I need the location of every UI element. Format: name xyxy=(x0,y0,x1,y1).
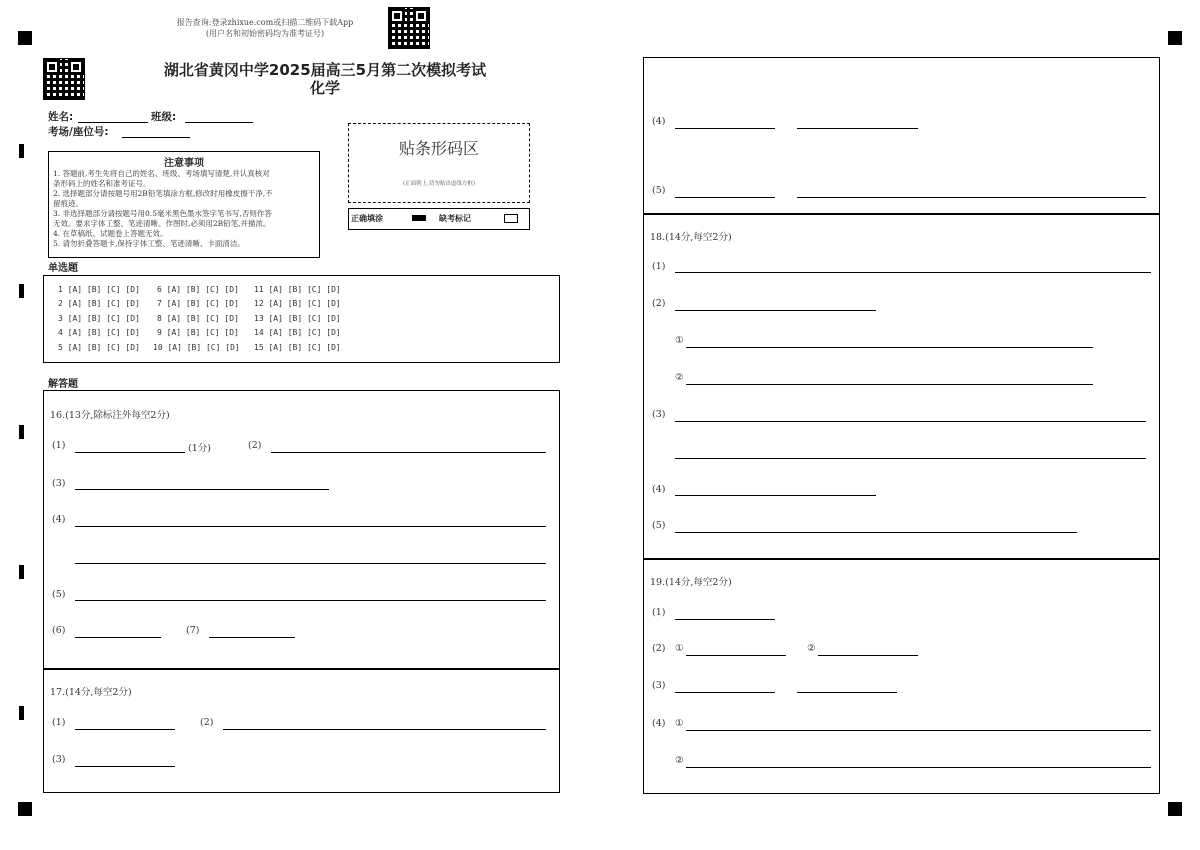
name-label: 姓名: xyxy=(48,111,74,123)
corner-mark-tr xyxy=(1168,31,1182,45)
mcq-item-8[interactable]: 8 [A] [B] [C] [D] xyxy=(157,314,239,323)
q16-answer-4b[interactable] xyxy=(75,563,546,564)
q18-part-2: (2) xyxy=(652,298,666,309)
q19-part-1: (1) xyxy=(652,607,666,618)
q18-part-5: (5) xyxy=(652,520,666,531)
q19-answer-1[interactable] xyxy=(675,619,775,620)
mcq-item-2[interactable]: 2 [A] [B] [C] [D] xyxy=(58,299,140,308)
mcq-item-11[interactable]: 11 [A] [B] [C] [D] xyxy=(254,285,341,294)
q17-part-5: (5) xyxy=(652,185,666,196)
q19-part-3: (3) xyxy=(652,680,666,691)
q18-answer-3a[interactable] xyxy=(675,421,1146,422)
side-tick xyxy=(19,565,24,579)
side-tick xyxy=(19,284,24,298)
mcq-item-1[interactable]: 1 [A] [B] [C] [D] xyxy=(58,285,140,294)
q18-answer-4[interactable] xyxy=(675,495,876,496)
q16-part-2: (2) xyxy=(248,440,262,451)
q16-answer-1[interactable] xyxy=(75,452,185,453)
q16-answer-4a[interactable] xyxy=(75,526,546,527)
q16-box xyxy=(43,390,560,670)
mcq-item-9[interactable]: 9 [A] [B] [C] [D] xyxy=(157,328,239,337)
q19-box xyxy=(643,558,1160,794)
fill-example-box xyxy=(348,208,530,230)
q19-part-2: (2) xyxy=(652,643,666,654)
q18-part-2-circle-1: ① xyxy=(675,335,684,346)
q16-title: 16.(13分,除标注外每空2分) xyxy=(50,410,170,421)
q18-answer-5[interactable] xyxy=(675,532,1077,533)
class-label: 班级: xyxy=(151,111,177,123)
q19-answer-2-2[interactable] xyxy=(818,655,918,656)
q19-part-2-circle-2: ② xyxy=(807,643,816,654)
q18-answer-2-1[interactable] xyxy=(686,347,1093,348)
q16-part-3: (3) xyxy=(52,478,66,489)
notice-line: 3. 非选择题部分请按题号用0.5毫米黑色墨水签字笔书写,否则作答 xyxy=(53,209,272,218)
notice-line: 5. 请勿折叠答题卡,保持字体工整、笔迹清晰、卡面清洁。 xyxy=(53,239,245,248)
notice-title: 注意事项 xyxy=(164,158,204,169)
q17-answer-3[interactable] xyxy=(75,766,175,767)
mcq-item-7[interactable]: 7 [A] [B] [C] [D] xyxy=(157,299,239,308)
q19-part-4-circle-2: ② xyxy=(675,755,684,766)
q16-part-4: (4) xyxy=(52,514,66,525)
absent-mark-label: 缺考标记 xyxy=(439,214,471,223)
q16-part-1-note: (1分) xyxy=(188,443,211,454)
corner-mark-br xyxy=(1168,802,1182,816)
q16-answer-3[interactable] xyxy=(75,489,329,490)
notice-line: 4. 在草稿纸、试题卷上答题无效。 xyxy=(53,229,168,238)
correct-fill-label: 正确填涂 xyxy=(351,214,383,223)
q17-part-2: (2) xyxy=(200,717,214,728)
answer-section-label: 解答题 xyxy=(48,379,78,390)
mcq-item-4[interactable]: 4 [A] [B] [C] [D] xyxy=(58,328,140,337)
q16-answer-2[interactable] xyxy=(271,452,546,453)
q18-part-1: (1) xyxy=(652,261,666,272)
q18-box xyxy=(643,213,1160,560)
seat-label: 考场/座位号: xyxy=(48,126,109,138)
notice-line: 1. 答题前,考生先将自己的姓名、班级、考场填写清楚,并认真核对 xyxy=(53,169,270,178)
q17-answer-2[interactable] xyxy=(223,729,546,730)
notice-line: 条形码上的姓名和准考证号。 xyxy=(53,179,151,188)
report-query-line: 报告查询:登录zhixue.com或扫描二维码下载App xyxy=(176,18,354,27)
q17-part-3: (3) xyxy=(52,754,66,765)
class-field[interactable] xyxy=(185,122,253,123)
q19-answer-3b[interactable] xyxy=(797,692,897,693)
qr-code-icon xyxy=(43,58,85,100)
mcq-item-15[interactable]: 15 [A] [B] [C] [D] xyxy=(254,343,341,352)
mcq-item-13[interactable]: 13 [A] [B] [C] [D] xyxy=(254,314,341,323)
side-tick xyxy=(19,144,24,158)
q19-part-2-circle-1: ① xyxy=(675,643,684,654)
exam-subject: 化学 xyxy=(309,79,340,97)
q17-answer-1[interactable] xyxy=(75,729,175,730)
q18-part-3: (3) xyxy=(652,409,666,420)
q16-part-6: (6) xyxy=(52,625,66,636)
side-tick xyxy=(19,425,24,439)
barcode-note: (正面朝上,切勿贴出虚线方框) xyxy=(402,181,476,187)
q18-part-4: (4) xyxy=(652,484,666,495)
corner-mark-bl xyxy=(18,802,32,816)
seat-field[interactable] xyxy=(122,137,190,138)
q16-answer-6[interactable] xyxy=(75,637,161,638)
q17-continued-box xyxy=(643,57,1160,215)
q17-answer-5a[interactable] xyxy=(675,197,775,198)
barcode-area xyxy=(348,123,530,203)
notice-box xyxy=(48,151,320,258)
q19-answer-4-2[interactable] xyxy=(686,767,1151,768)
mcq-item-6[interactable]: 6 [A] [B] [C] [D] xyxy=(157,285,239,294)
q18-answer-2[interactable] xyxy=(675,310,876,311)
q18-part-2-circle-2: ② xyxy=(675,372,684,383)
q19-part-4-circle-1: ① xyxy=(675,718,684,729)
q19-answer-4-1[interactable] xyxy=(686,730,1151,731)
q18-answer-2-2[interactable] xyxy=(686,384,1093,385)
qr-code-icon xyxy=(388,7,430,49)
q17-title: 17.(14分,每空2分) xyxy=(50,687,132,698)
exam-title: 湖北省黄冈中学2025届高三5月第二次模拟考试 xyxy=(163,61,487,79)
q16-answer-5[interactable] xyxy=(75,600,546,601)
q17-answer-5b[interactable] xyxy=(797,197,1146,198)
q16-answer-7[interactable] xyxy=(209,637,295,638)
mcq-item-5[interactable]: 5 [A] [B] [C] [D] xyxy=(58,343,140,352)
q16-part-7: (7) xyxy=(186,625,200,636)
q16-part-1: (1) xyxy=(52,440,66,451)
absent-mark-checkbox[interactable] xyxy=(504,214,518,223)
q19-part-4: (4) xyxy=(652,718,666,729)
correct-fill-sample xyxy=(412,215,426,221)
mcq-item-14[interactable]: 14 [A] [B] [C] [D] xyxy=(254,328,341,337)
q19-title: 19.(14分,每空2分) xyxy=(650,577,732,588)
report-query-note: (用户名和初始密码均为准考证号) xyxy=(205,29,325,38)
mcq-item-12[interactable]: 12 [A] [B] [C] [D] xyxy=(254,299,341,308)
name-field[interactable] xyxy=(78,122,148,123)
mcq-item-3[interactable]: 3 [A] [B] [C] [D] xyxy=(58,314,140,323)
notice-line: 无效。要求字体工整、笔迹清晰。作图时,必须用2B铅笔,并描浓。 xyxy=(53,219,271,228)
q18-answer-3b[interactable] xyxy=(675,458,1146,459)
q17-part-1: (1) xyxy=(52,717,66,728)
q17-answer-4b[interactable] xyxy=(797,128,918,129)
q18-title: 18.(14分,每空2分) xyxy=(650,232,732,243)
notice-line: 留痕迹。 xyxy=(53,199,83,208)
q16-part-5: (5) xyxy=(52,589,66,600)
q19-answer-2-1[interactable] xyxy=(686,655,786,656)
corner-mark-tl xyxy=(18,31,32,45)
mcq-item-10[interactable]: 10 [A] [B] [C] [D] xyxy=(153,343,240,352)
q17-part-4: (4) xyxy=(652,116,666,127)
q19-answer-3a[interactable] xyxy=(675,692,775,693)
q17-answer-4a[interactable] xyxy=(675,128,775,129)
mcq-section-label: 单选题 xyxy=(48,263,78,274)
q18-answer-1[interactable] xyxy=(675,272,1151,273)
notice-line: 2. 选择题部分请按题号用2B铅笔填涂方框,修改时用橡皮擦干净,不 xyxy=(53,189,273,198)
barcode-title: 贴条形码区 xyxy=(398,139,479,158)
side-tick xyxy=(19,706,24,720)
